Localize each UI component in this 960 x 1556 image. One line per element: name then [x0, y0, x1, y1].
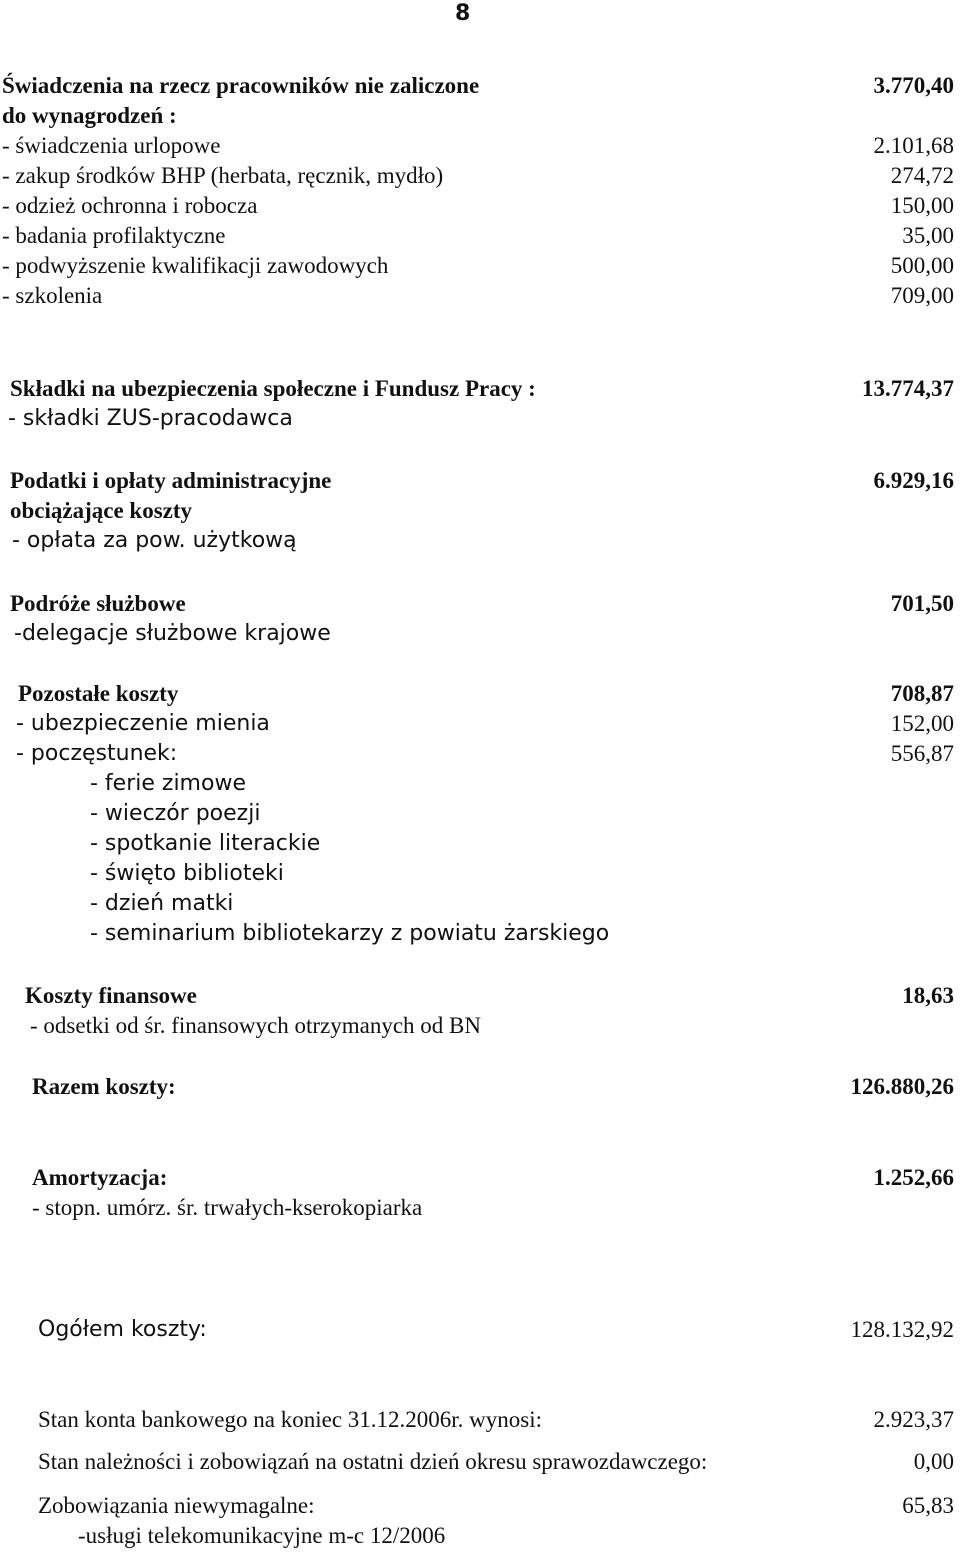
section-title-cont: obciążające koszty — [10, 498, 193, 523]
section-total: 6.929,16 — [873, 468, 954, 493]
section-total: 126.880,26 — [850, 1074, 954, 1099]
section-total: 708,87 — [890, 681, 954, 706]
line-item-label: - podwyższenie kwalifikacji zawodowych — [2, 253, 389, 278]
line-item-label: - badania profilaktyczne — [2, 223, 226, 248]
section-title-cont: do wynagrodzeń : — [2, 103, 177, 128]
sub-item: - wieczór poezji — [90, 801, 261, 826]
line-item-label: - zakup środków BHP (herbata, ręcznik, mydło) — [2, 163, 444, 188]
line-item-amount: 274,72 — [890, 163, 954, 188]
section-title: Zobowiązania niewymagalne: — [38, 1493, 315, 1518]
sub-item: - święto biblioteki — [90, 861, 284, 886]
section-total: 701,50 — [890, 591, 954, 616]
line-item-label: - opłata za pow. użytkową — [12, 528, 297, 553]
section-title: Podatki i opłaty administracyjne — [10, 468, 332, 493]
sub-item: - ferie zimowe — [90, 771, 246, 796]
line-item-amount: 2.101,68 — [873, 133, 954, 158]
sub-item: - seminarium bibliotekarzy z powiatu żarskiego — [90, 921, 610, 946]
section-total: 2.923,37 — [873, 1407, 954, 1432]
line-item-amount: 500,00 — [890, 253, 954, 278]
line-item-label: - poczęstunek: — [16, 741, 178, 766]
line-item-label: -delegacje służbowe krajowe — [14, 621, 331, 646]
line-item-label: - składki ZUS-pracodawca — [8, 406, 293, 431]
section-title: Składki na ubezpieczenia społeczne i Fundusz Pracy : — [10, 376, 536, 401]
section-title: Razem koszty: — [32, 1074, 176, 1099]
sub-item: - spotkanie literackie — [90, 831, 321, 856]
section-title: Stan należności i zobowiązań na ostatni dzień okresu sprawozdawczego: — [38, 1449, 708, 1474]
line-item-label: - odzież ochronna i robocza — [2, 193, 258, 218]
sub-item: - dzień matki — [90, 891, 234, 916]
line-item-amount: 150,00 — [890, 193, 954, 218]
section-total: 18,63 — [902, 983, 954, 1008]
section-title: Podróże służbowe — [10, 591, 186, 616]
section-total: 128.132,92 — [850, 1317, 954, 1342]
section-total: 65,83 — [902, 1493, 954, 1518]
line-item-amount: 556,87 — [890, 741, 954, 766]
line-item-label: - ubezpieczenie mienia — [16, 711, 270, 736]
section-total: 13.774,37 — [862, 376, 954, 401]
section-title: Stan konta bankowego na koniec 31.12.2006r. wynosi: — [38, 1407, 543, 1432]
page-number: 8 — [455, 1, 471, 26]
line-item-label: - stopn. umórz. śr. trwałych-kserokopiarka — [32, 1195, 423, 1220]
line-item-label: -usługi telekomunikacyjne m-c 12/2006 — [78, 1523, 446, 1548]
section-title: Ogółem koszty: — [38, 1317, 207, 1342]
line-item-amount: 709,00 — [890, 283, 954, 308]
section-title: Pozostałe koszty — [18, 681, 179, 706]
line-item-label: - odsetki od śr. finansowych otrzymanych od BN — [30, 1013, 481, 1038]
section-total: 3.770,40 — [873, 73, 954, 98]
section-title: Koszty finansowe — [25, 983, 197, 1008]
section-total: 0,00 — [913, 1449, 954, 1474]
section-total: 1.252,66 — [873, 1165, 954, 1190]
line-item-amount: 35,00 — [902, 223, 954, 248]
section-title: Świadczenia na rzecz pracowników nie zaliczone — [2, 73, 480, 98]
section-title: Amortyzacja: — [32, 1165, 168, 1190]
line-item-amount: 152,00 — [890, 711, 954, 736]
line-item-label: - szkolenia — [2, 283, 103, 308]
line-item-label: - świadczenia urlopowe — [2, 133, 221, 158]
